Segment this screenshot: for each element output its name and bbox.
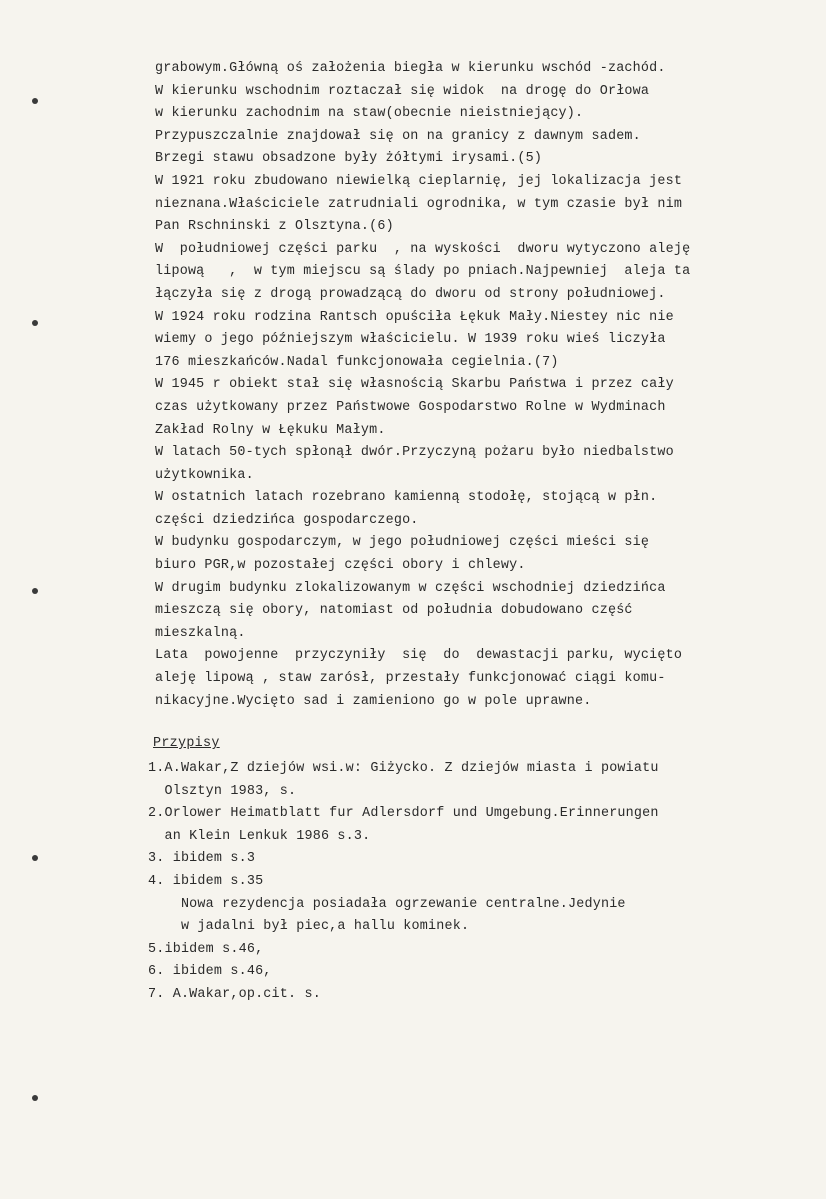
text-line: mieszkalną. [155,625,246,641]
text-line: użytkownika. [155,467,254,483]
text-line: W 1924 roku rodzina Rantsch opuściła Łękuk Mały.Niestey nic nie [155,309,674,325]
text-line: W 1921 roku zbudowano niewielką cieplarnię, jej lokalizacja jest [155,173,683,189]
text-line: Przypuszczalnie znajdował się on na granicy z dawnym sadem. [155,128,641,144]
text-line: łączyła się z drogą prowadzącą do dworu od strony południowej. [155,286,666,302]
text-line: grabowym.Główną oś założenia biegła w kierunku wschód -zachód. [155,61,666,76]
footnote-line: an Klein Lenkuk 1986 s.3. [148,828,371,844]
footnote-line: 4. ibidem s.35 [148,873,264,889]
footnote-line: 3. ibidem s.3 [148,851,256,867]
footnote-line: 5.ibidem s.46, [148,941,264,957]
text-line: nieznana.Właściciele zatrudniali ogrodnika, w tym czasie był nim [155,196,683,212]
text-line: Zakład Rolny w Łękuku Małym. [155,422,386,438]
text-line: wiemy o jego późniejszym właścicielu. W 1939 roku wieś liczyła [155,332,666,348]
text-line: lipową , w tym miejscu są ślady po pniach.Najpewniej aleja ta [155,264,691,280]
text-line: W 1945 r obiekt stał się własnością Skarbu Państwa i przez cały [155,377,674,393]
text-line: Lata powojenne przyczyniły się do dewastacji parku, wycięto [155,648,683,664]
text-line: W kierunku wschodnim roztaczał się widok na drogę do Orłowa [155,83,650,99]
text-line: nikacyjne.Wycięto sad i zamieniono go w pole uprawne. [155,693,592,709]
footnotes-heading: Przypisy [153,736,220,751]
text-line: mieszczą się obory, natomiast od południa dobudowano część [155,603,633,619]
text-line: 176 mieszkańców.Nadal funkcjonowała cegielnia.(7) [155,354,559,370]
footnote-line: Nowa rezydencja posiadała ogrzewanie centralne.Jedynie [148,896,626,912]
footnote-line: Olsztyn 1983, s. [148,783,297,799]
text-line: W ostatnich latach rozebrano kamienną stodołę, stojącą w płn. [155,490,658,506]
text-line: W latach 50-tych spłonął dwór.Przyczyną pożaru było niedbalstwo [155,445,674,461]
punch-hole-mark [32,98,38,104]
footnote-line: 6. ibidem s.46, [148,964,272,980]
text-line: W drugim budynku zlokalizowanym w części wschodniej dziedzińca [155,580,666,596]
text-line: aleję lipową , staw zarósł, przestały funkcjonować ciągi komu- [155,671,666,687]
footnote-line: w jadalni był piec,a hallu kominek. [148,919,470,935]
text-line: W południowej części parku , na wyskości dworu wytyczono aleję [155,241,691,257]
text-line: czas użytkowany przez Państwowe Gospodarstwo Rolne w Wydminach [155,399,666,415]
text-line: Pan Rschninski z Olsztyna.(6) [155,219,394,235]
punch-hole-mark [32,320,38,326]
text-line: Brzegi stawu obsadzone były żółtymi irysami.(5) [155,151,543,167]
text-line: biuro PGR,w pozostałej części obory i chlewy. [155,558,526,574]
text-line: w kierunku zachodnim na staw(obecnie nieistniejący). [155,106,584,122]
footnote-line: 2.Orlower Heimatblatt fur Adlersdorf und Umgebung.Erinnerungen [148,806,659,822]
punch-hole-mark [32,588,38,594]
text-line: W budynku gospodarczym, w jego południowej części mieści się [155,535,650,551]
punch-hole-mark [32,855,38,861]
footnotes-list [148,758,808,1007]
footnote-line: 7. A.Wakar,op.cit. s. [148,986,321,1002]
footnote-line: 1.A.Wakar,Z dziejów wsi.w: Giżycko. Z dziejów miasta i powiatu [148,761,659,776]
main-text-body [155,58,795,713]
text-line: części dziedzińca gospodarczego. [155,512,419,528]
punch-hole-mark [32,1095,38,1101]
